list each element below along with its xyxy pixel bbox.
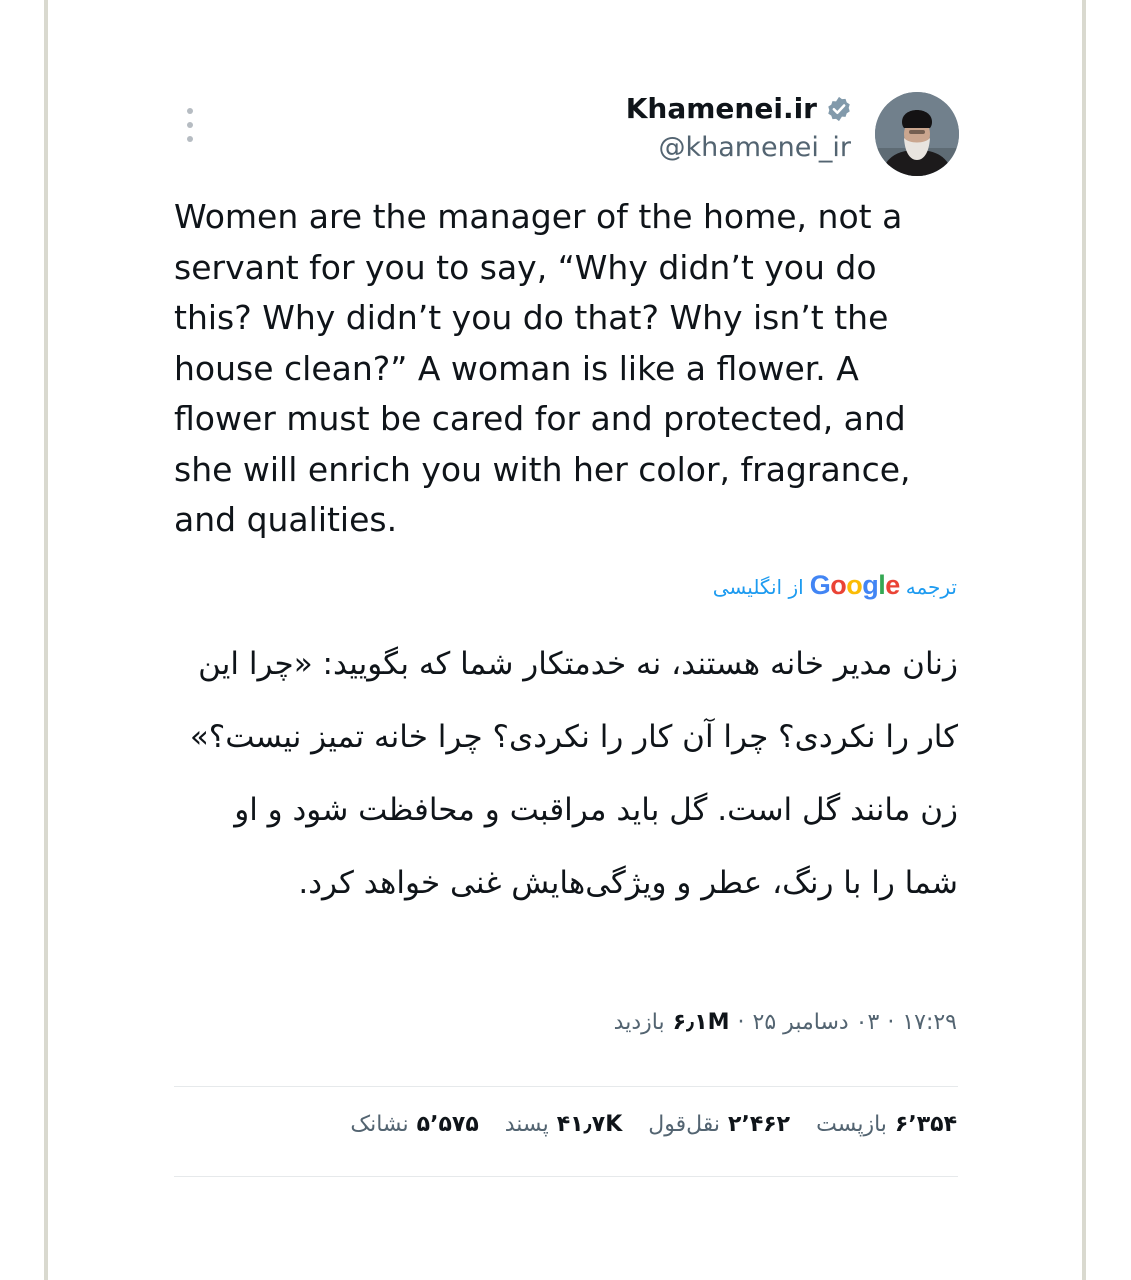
stat-label: نشانک (350, 1112, 409, 1137)
frame-border-left (44, 0, 48, 1280)
divider (174, 1176, 958, 1177)
stat-label: بازپست (816, 1112, 887, 1137)
meta-separator: · (887, 1010, 895, 1035)
translate-suffix: از انگلیسی (712, 575, 804, 599)
stat-count: ۴۱٫۷K (556, 1112, 623, 1137)
tweet-date[interactable]: ۰۳ دسامبر ۲۵ (752, 1010, 880, 1035)
stat-reposts[interactable] (816, 1112, 957, 1137)
verified-badge-icon (825, 95, 853, 123)
author-name-row (626, 92, 853, 125)
more-vertical-icon[interactable] (180, 108, 200, 142)
stat-likes[interactable] (505, 1112, 623, 1137)
divider (174, 1086, 958, 1087)
translate-prefix: ترجمه (905, 575, 957, 599)
views-label: بازدید (613, 1010, 665, 1035)
stat-label: نقل‌قول (648, 1112, 721, 1137)
views-count: ۶٫۱M (672, 1010, 730, 1035)
avatar-portrait-image (875, 92, 959, 176)
stat-count: ۵٬۵۷۵ (416, 1112, 479, 1137)
frame-border-right (1082, 0, 1086, 1280)
stat-label: پسند (504, 1112, 549, 1137)
tweet-text-english: Women are the manager of the home, not a servant for you to say, “Why didn’t you do this? Why didn’t you do that? Why isn’t the house clean?” A woman is like a flower. A flower must be cared for and protected, and she will enrich you with her color, fragrance, and qualities. (174, 197, 911, 539)
avatar[interactable] (875, 92, 959, 176)
tweet-text-persian: زنان مدیر خانه هستند، نه خدمتکار شما که بگویید: «چرا این کار را نکردی؟ چرا آن کار را نکردی؟ چرا خانه تمیز نیست؟» زن مانند گل است. گل باید مراقبت و محافظت شود و او شما را با رنگ، عطر و ویژگی‌هایش غنی خواهد کرد. (189, 646, 958, 901)
stat-count: ۶٬۳۵۴ (894, 1112, 957, 1137)
engagement-stats (350, 1112, 957, 1137)
translate-attribution[interactable] (713, 570, 957, 601)
author-handle[interactable]: @khamenei_ir (658, 132, 851, 163)
google-logo: Google (809, 570, 900, 600)
meta-separator: · (737, 1010, 745, 1035)
stat-bookmarks[interactable] (350, 1112, 478, 1137)
tweet-meta (614, 1010, 957, 1035)
tweet-time[interactable]: ۱۷:۲۹ (902, 1010, 957, 1035)
stat-quotes[interactable] (648, 1112, 790, 1137)
author-display-name[interactable]: Khamenei.ir (625, 92, 817, 125)
stat-count: ۲٬۴۶۲ (728, 1112, 791, 1137)
